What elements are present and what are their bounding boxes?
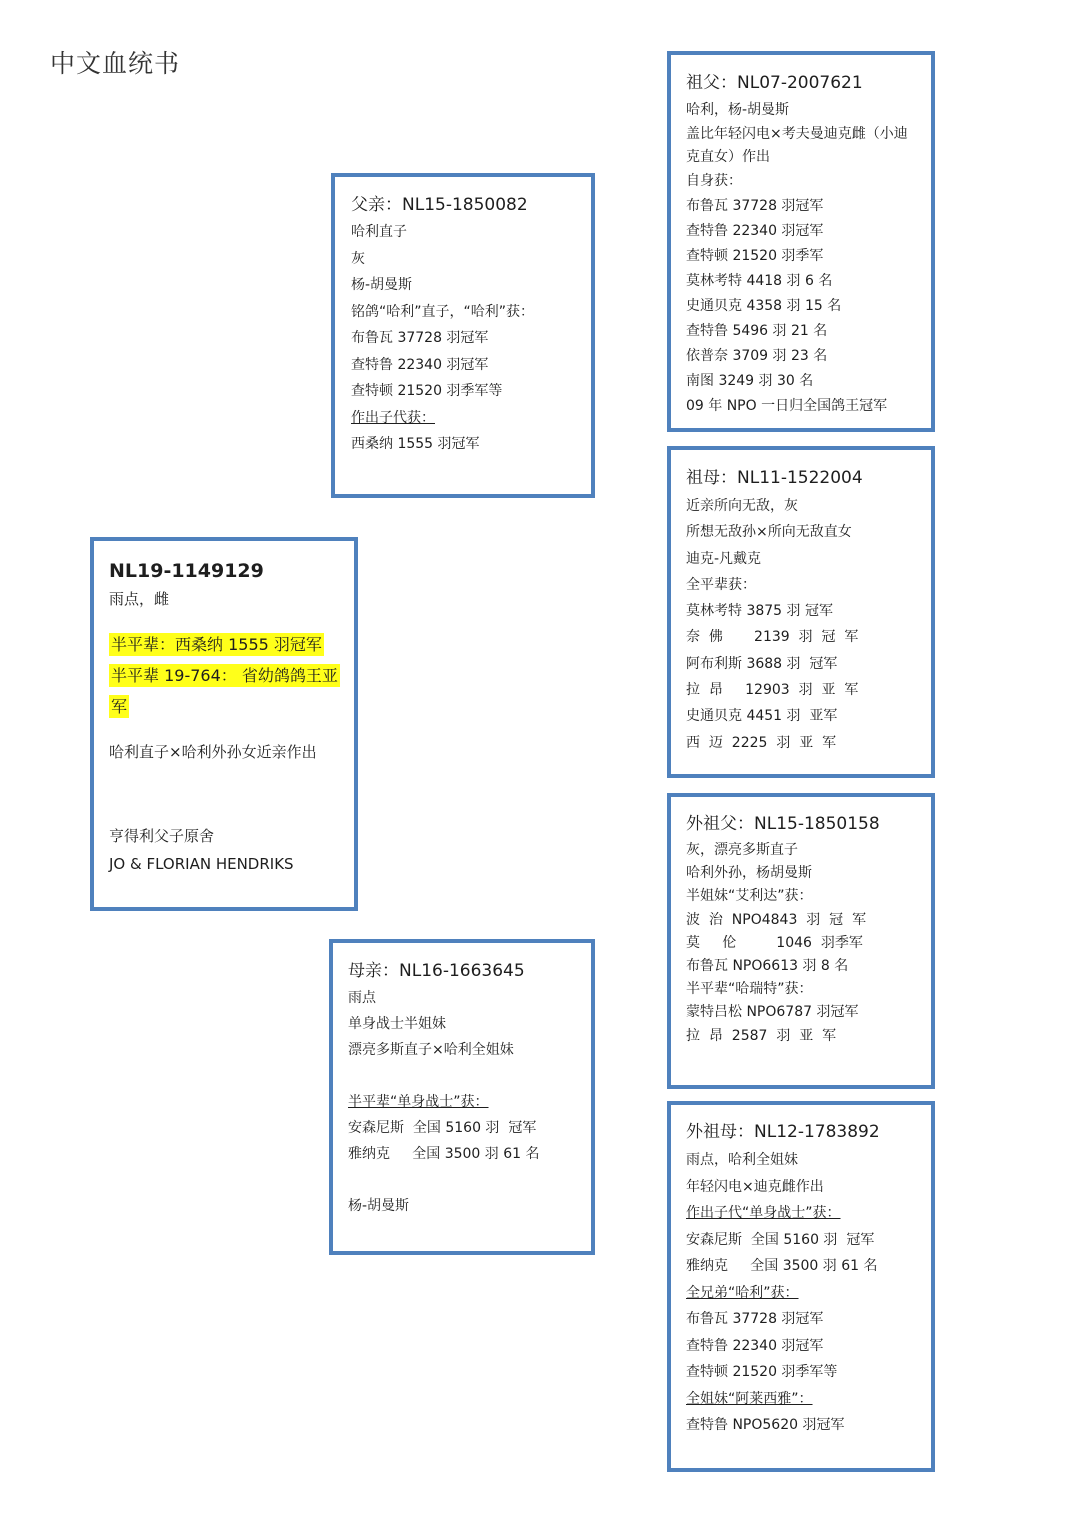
loft-name-chinese: 亨得利父子原舍: [109, 827, 215, 845]
maternal-grandmother-line: 雨点，哈利全姐妹: [686, 1152, 798, 1168]
mother-line: 半平辈“单身战士”获：: [348, 1094, 489, 1110]
mother-line: 漂亮多斯直子×哈利全姐妹: [348, 1042, 514, 1058]
grandfather-line: 自身获：: [686, 173, 742, 189]
maternal-grandmother-line: 年轻闪电×迪克雌作出: [686, 1178, 824, 1195]
grandfather-line: 查特鲁 22340 羽冠军: [686, 223, 824, 239]
pigeon-ring-number: NL19-1149129: [109, 560, 264, 582]
mother-line: 雨点: [348, 990, 376, 1006]
achievement-line: 半平辈 19-764： 省幼鸽鸽王亚军: [111, 666, 338, 716]
maternal-grandmother-line: 作出子代“单身战士”获：: [686, 1205, 841, 1221]
father-line: 作出子代获：: [351, 409, 435, 426]
maternal-grandmother-line: 雅纳克 全国 3500 羽 61 名: [686, 1258, 878, 1274]
pigeon-breeding: 哈利直子×哈利外孙女近亲作出: [109, 743, 317, 761]
loft-name-english: JO & FLORIAN HENDRIKS: [109, 855, 294, 873]
grandfather-line: 莫林考特 4418 羽 6 名: [686, 273, 833, 289]
maternal-grandfather-line: 莫 伦 1046 羽季军: [686, 934, 863, 951]
grandfather-line: 09 年 NPO 一日归全国鸽王冠军: [686, 398, 888, 414]
pigeon-achievements: [109, 629, 340, 722]
mother-line: 雅纳克 全国 3500 羽 61 名: [348, 1146, 540, 1162]
pigeon-color-sex: 雨点，雌: [109, 590, 170, 608]
grandfather-line: 依普奈 3709 羽 23 名: [686, 348, 828, 364]
mother-line: 单身战士半姐妹: [348, 1016, 446, 1032]
mother-header: 母亲：NL16-1663645: [348, 961, 525, 981]
achievement-line: 半平辈：西桑纳 1555 羽冠军: [111, 635, 322, 654]
maternal-grandfather-line: 蒙特吕松 NPO6787 羽冠军: [686, 1004, 859, 1021]
maternal-grandmother-line: 查特鲁 NPO5620 羽冠军: [686, 1417, 845, 1433]
grandmother-line: 奈 佛 2139 羽 冠 军: [686, 629, 859, 646]
maternal-grandmother-header: 外祖母：NL12-1783892: [686, 1122, 880, 1142]
grandfather-box: [667, 51, 935, 432]
page-title: 中文血统书: [50, 49, 181, 78]
grandmother-box: [667, 446, 935, 778]
father-line: 杨-胡曼斯: [351, 277, 413, 293]
grandfather-line: 南图 3249 羽 30 名: [686, 373, 814, 389]
maternal-grandmother-line: 全姐妹“阿莱西雅”：: [686, 1390, 813, 1407]
maternal-grandfather-line: 半姐妹“艾利达”获：: [686, 888, 813, 905]
maternal-grandfather-line: 拉 昂 2587 羽 亚 军: [686, 1027, 837, 1044]
maternal-grandmother-line: 查特顿 21520 羽季军等: [686, 1364, 838, 1380]
mother-line: 安森尼斯 全国 5160 羽 冠军: [348, 1120, 537, 1136]
maternal-grandfather-line: 波 治 NPO4843 羽 冠 军: [686, 911, 867, 928]
grandfather-line: 哈利，杨-胡曼斯: [686, 102, 790, 118]
maternal-grandmother-line: 查特鲁 22340 羽冠军: [686, 1337, 824, 1354]
grandmother-header: 祖母：NL11-1522004: [686, 468, 863, 488]
grandfather-line: 查特顿 21520 羽季军: [686, 248, 824, 264]
father-line: 灰: [351, 250, 365, 267]
father-header: 父亲：NL15-1850082: [351, 195, 528, 215]
father-line: 哈利直子: [351, 224, 407, 240]
spacer: [348, 1167, 577, 1193]
grandfather-line: 查特鲁 5496 羽 21 名: [686, 323, 828, 339]
maternal-grandfather-line: 布鲁瓦 NPO6613 羽 8 名: [686, 958, 849, 975]
father-box: [331, 173, 595, 498]
grandfather-line: 布鲁瓦 37728 羽冠军: [686, 198, 824, 214]
father-line: 布鲁瓦 37728 羽冠军: [351, 330, 489, 346]
father-line: 西桑纳 1555 羽冠军: [351, 436, 480, 452]
maternal-grandfather-box: [667, 793, 935, 1089]
maternal-grandfather-line: 哈利外孙，杨胡曼斯: [686, 865, 812, 882]
mother-box: [329, 939, 595, 1255]
maternal-grandmother-line: 布鲁瓦 37728 羽冠军: [686, 1311, 824, 1327]
father-line: 查特鲁 22340 羽冠军: [351, 356, 489, 373]
maternal-grandfather-header: 外祖父：NL15-1850158: [686, 814, 880, 834]
grandfather-line: 史通贝克 4358 羽 15 名: [686, 298, 842, 314]
maternal-grandmother-box: [667, 1101, 935, 1472]
spacer: [348, 1063, 577, 1089]
grandfather-line: 盖比年轻闪电×考夫曼迪克雌（小迪克直女）作出: [686, 126, 908, 165]
maternal-grandfather-line: 半平辈“哈瑞特”获：: [686, 981, 813, 998]
grandfather-header: 祖父：NL07-2007621: [686, 73, 863, 93]
grandmother-line: 所想无敌孙×所向无敌直女: [686, 524, 852, 541]
mother-line: 杨-胡曼斯: [348, 1198, 410, 1214]
father-line: 查特顿 21520 羽季军等: [351, 383, 503, 399]
father-line: 铭鸽“哈利”直子，“哈利”获：: [351, 303, 535, 320]
grandmother-line: 阿布利斯 3688 羽 冠军: [686, 655, 838, 672]
pigeon-box: [90, 537, 358, 911]
grandmother-line: 史通贝克 4451 羽 亚军: [686, 708, 838, 725]
maternal-grandmother-line: 全兄弟“哈利”获：: [686, 1284, 799, 1301]
grandmother-line: 西 迈 2225 羽 亚 军: [686, 734, 837, 751]
grandmother-line: 拉 昂 12903 羽 亚 军: [686, 682, 859, 699]
maternal-grandmother-line: 安森尼斯 全国 5160 羽 冠军: [686, 1231, 875, 1248]
grandmother-line: 全平辈获：: [686, 576, 756, 593]
maternal-grandfather-line: 灰，漂亮多斯直子: [686, 842, 798, 858]
grandmother-line: 莫林考特 3875 羽 冠军: [686, 603, 833, 620]
grandmother-line: 近亲所向无敌，灰: [686, 498, 798, 514]
grandmother-line: 迪克-凡戴克: [686, 550, 762, 567]
